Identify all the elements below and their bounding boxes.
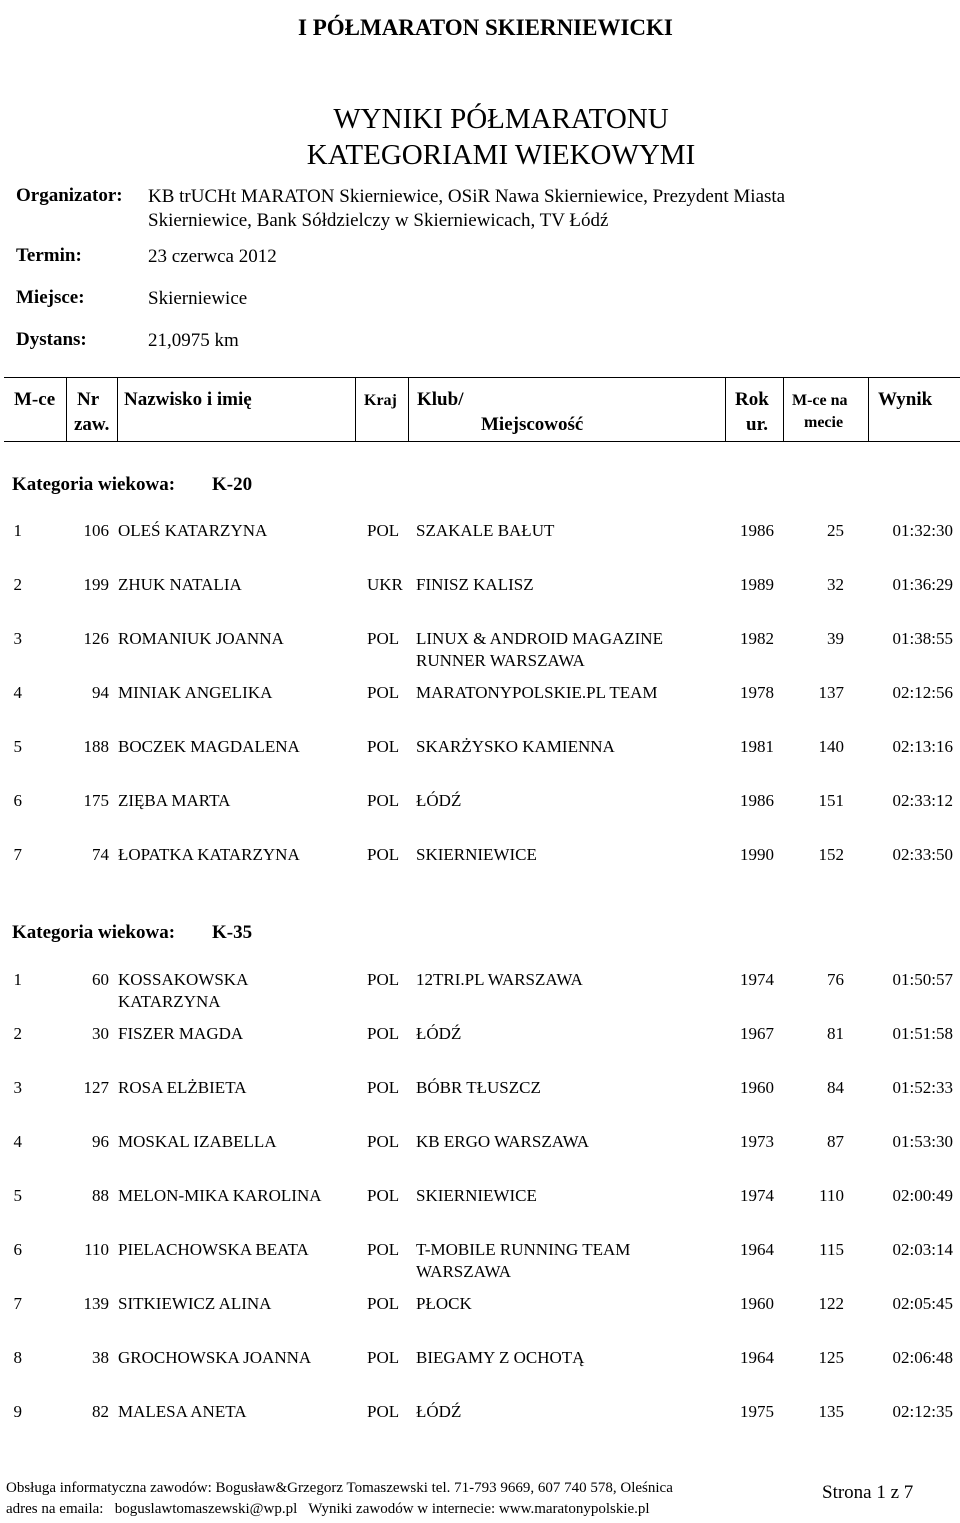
finish-place-cell: 76	[827, 970, 844, 989]
place-label: Miejsce:	[16, 287, 85, 308]
finish-place-cell: 110	[819, 1186, 844, 1205]
club-cell: SKIERNIEWICE	[416, 845, 537, 864]
name-cell: ZHUK NATALIA	[118, 575, 242, 594]
place-value: Skierniewice	[148, 288, 248, 309]
header-bottom-rule	[4, 441, 960, 442]
country-cell: POL	[367, 1186, 400, 1205]
birth-year-cell: 1986	[740, 791, 774, 810]
club-cell: SKIERNIEWICE	[416, 1186, 537, 1205]
birth-year-cell: 1990	[740, 845, 774, 864]
club-cell: BIEGAMY Z OCHOTĄ	[416, 1348, 585, 1367]
country-cell: POL	[367, 1078, 400, 1097]
header-divider	[868, 377, 869, 442]
place-cell: 4	[13, 683, 22, 702]
finish-place-cell: 81	[827, 1024, 844, 1043]
name-cell: PIELACHOWSKA BEATA	[118, 1240, 309, 1259]
category-code: K-35	[212, 922, 253, 943]
col-header-name: Nazwisko i imię	[124, 389, 252, 410]
birth-year-cell: 1974	[740, 1186, 774, 1205]
bib-cell: 110	[84, 1240, 109, 1259]
club-cell: MARATONYPOLSKIE.PL TEAM	[416, 683, 658, 702]
result-cell: 01:38:55	[892, 629, 953, 648]
finish-place-cell: 125	[818, 1348, 844, 1367]
place-cell: 2	[13, 575, 22, 594]
country-cell: POL	[367, 1240, 400, 1259]
results-title	[0, 101, 960, 173]
header-divider	[117, 377, 118, 442]
place-cell: 7	[13, 845, 22, 864]
category-label: Kategoria wiekowa:	[12, 474, 176, 495]
col-header-birth-1: Rok	[735, 389, 769, 410]
col-header-finish-1: M-ce na	[792, 392, 848, 409]
country-cell: POL	[367, 845, 400, 864]
place-cell: 4	[13, 1132, 22, 1151]
country-cell: POL	[367, 1024, 400, 1043]
finish-place-cell: 39	[827, 629, 844, 648]
place-cell: 6	[13, 791, 22, 810]
footer-line-2: adres na emaila: boguslawtomaszewski@wp.pl Wyniki zawodów w internecie: www.maratonypolskie.pl	[6, 1501, 650, 1517]
place-cell: 2	[13, 1024, 22, 1043]
col-header-bib-2: zaw.	[74, 414, 110, 435]
finish-place-cell: 122	[818, 1294, 844, 1313]
club-cell: ŁÓDŹ	[416, 791, 462, 810]
finish-place-cell: 32	[827, 575, 844, 594]
result-cell: 01:32:30	[892, 521, 953, 540]
bib-cell: 38	[92, 1348, 109, 1367]
name-cell: ROMANIUK JOANNA	[118, 629, 284, 648]
bib-cell: 126	[83, 629, 109, 648]
birth-year-cell: 1974	[740, 970, 774, 989]
category-heading	[12, 922, 252, 944]
name-cell: BOCZEK MAGDALENA	[118, 737, 300, 756]
name-cell: ŁOPATKA KATARZYNA	[118, 845, 300, 864]
category-code: K-20	[212, 474, 253, 495]
finish-place-cell: 25	[827, 521, 844, 540]
name-cell: OLEŚ KATARZYNA	[118, 521, 268, 540]
country-cell: POL	[367, 1294, 400, 1313]
finish-place-cell: 135	[818, 1402, 844, 1421]
col-header-country: Kraj	[364, 392, 397, 409]
place-cell: 9	[13, 1402, 22, 1421]
club-cell: PŁOCK	[416, 1294, 472, 1313]
name-cell: FISZER MAGDA	[118, 1024, 244, 1043]
finish-place-cell: 87	[827, 1132, 844, 1151]
result-cell: 02:00:49	[892, 1186, 953, 1205]
finish-place-cell: 137	[818, 683, 844, 702]
bib-cell: 175	[83, 791, 109, 810]
birth-year-cell: 1981	[740, 737, 774, 756]
name-cell: MELON-MIKA KAROLINA	[118, 1186, 322, 1205]
result-cell: 02:33:50	[892, 845, 953, 864]
result-cell: 01:36:29	[892, 575, 953, 594]
club-cell: BÓBR TŁUSZCZ	[416, 1078, 541, 1097]
date-value: 23 czerwca 2012	[148, 246, 277, 267]
bib-cell: 127	[83, 1078, 109, 1097]
header-divider	[408, 377, 409, 442]
club-cell: FINISZ KALISZ	[416, 575, 534, 594]
category-heading	[12, 474, 252, 496]
footer-line-1: Obsługa informatyczna zawodów: Bogusław&Grzegorz Tomaszewski tel. 71-793 9669, 607 740 578, Oleśnica	[6, 1480, 673, 1496]
col-header-bib-1: Nr	[77, 389, 100, 410]
bib-cell: 88	[92, 1186, 109, 1205]
birth-year-cell: 1960	[740, 1294, 774, 1313]
event-title: I PÓŁMARATON SKIERNIEWICKI	[298, 15, 673, 40]
finish-place-cell: 140	[818, 737, 844, 756]
birth-year-cell: 1978	[740, 683, 774, 702]
club-cell: LINUX & ANDROID MAGAZINE RUNNER WARSZAWA	[416, 629, 663, 670]
club-cell: ŁÓDŹ	[416, 1402, 462, 1421]
result-cell: 02:03:14	[892, 1240, 953, 1259]
place-cell: 5	[13, 737, 22, 756]
result-cell: 02:06:48	[892, 1348, 953, 1367]
result-cell: 01:52:33	[892, 1078, 953, 1097]
col-header-place: M-ce	[14, 389, 56, 410]
bib-cell: 96	[92, 1132, 109, 1151]
country-cell: POL	[367, 1132, 400, 1151]
name-cell: KOSSAKOWSKA KATARZYNA	[118, 970, 248, 1011]
birth-year-cell: 1964	[740, 1348, 774, 1367]
country-cell: POL	[367, 1348, 400, 1367]
birth-year-cell: 1964	[740, 1240, 774, 1259]
result-cell: 01:50:57	[892, 970, 953, 989]
place-cell: 7	[13, 1294, 22, 1313]
club-cell: ŁÓDŹ	[416, 1024, 462, 1043]
name-cell: MOSKAL IZABELLA	[118, 1132, 277, 1151]
birth-year-cell: 1973	[740, 1132, 774, 1151]
finish-place-cell: 115	[819, 1240, 844, 1259]
bib-cell: 199	[83, 575, 109, 594]
country-cell: POL	[367, 683, 400, 702]
result-cell: 02:05:45	[892, 1294, 953, 1313]
place-cell: 8	[13, 1348, 22, 1367]
category-label: Kategoria wiekowa:	[12, 922, 176, 943]
bib-cell: 188	[83, 737, 109, 756]
name-cell: ZIĘBA MARTA	[118, 791, 231, 810]
birth-year-cell: 1960	[740, 1078, 774, 1097]
place-cell: 1	[13, 970, 22, 989]
name-cell: GROCHOWSKA JOANNA	[118, 1348, 312, 1367]
result-cell: 02:12:56	[892, 683, 953, 702]
organizer-line-2: Skierniewice, Bank Sółdzielczy w Skierniewicach, TV Łódź	[148, 210, 609, 231]
club-cell: SKARŻYSKO KAMIENNA	[416, 737, 615, 756]
name-cell: SITKIEWICZ ALINA	[118, 1294, 272, 1313]
finish-place-cell: 84	[827, 1078, 844, 1097]
bib-cell: 74	[92, 845, 109, 864]
name-cell: MALESA ANETA	[118, 1402, 247, 1421]
finish-place-cell: 152	[818, 845, 844, 864]
bib-cell: 139	[83, 1294, 109, 1313]
header-divider	[66, 377, 67, 442]
header-divider	[725, 377, 726, 442]
place-cell: 3	[13, 1078, 22, 1097]
bib-cell: 60	[92, 970, 109, 989]
finish-place-cell: 151	[818, 791, 844, 810]
club-cell: T-MOBILE RUNNING TEAM WARSZAWA	[416, 1240, 631, 1281]
birth-year-cell: 1989	[740, 575, 774, 594]
result-cell: 02:13:16	[892, 737, 953, 756]
col-header-finish-2: mecie	[804, 414, 844, 431]
bib-cell: 30	[92, 1024, 109, 1043]
header-top-rule	[4, 377, 960, 378]
name-cell: MINIAK ANGELIKA	[118, 683, 273, 702]
header-divider	[783, 377, 784, 442]
col-header-club-2: Miejscowość	[481, 414, 584, 435]
birth-year-cell: 1967	[740, 1024, 774, 1043]
country-cell: POL	[367, 1402, 400, 1421]
page-number: Strona 1 z 7	[822, 1482, 914, 1503]
result-cell: 01:51:58	[892, 1024, 953, 1043]
result-cell: 02:33:12	[892, 791, 953, 810]
result-cell: 02:12:35	[892, 1402, 953, 1421]
bib-cell: 106	[83, 521, 109, 540]
country-cell: UKR	[367, 575, 403, 594]
col-header-club-1: Klub/	[417, 389, 464, 410]
distance-label: Dystans:	[16, 329, 87, 350]
bib-cell: 94	[92, 683, 109, 702]
organizer-label: Organizator:	[16, 185, 123, 206]
birth-year-cell: 1986	[740, 521, 774, 540]
date-label: Termin:	[16, 245, 82, 266]
club-cell: 12TRI.PL WARSZAWA	[416, 970, 583, 989]
place-cell: 5	[13, 1186, 22, 1205]
results-title-line-1: WYNIKI PÓŁMARATONU	[333, 103, 669, 135]
place-cell: 1	[13, 521, 22, 540]
country-cell: POL	[367, 791, 400, 810]
birth-year-cell: 1975	[740, 1402, 774, 1421]
name-cell: ROSA ELŻBIETA	[118, 1078, 247, 1097]
distance-value: 21,0975 km	[148, 330, 239, 351]
col-header-birth-2: ur.	[746, 414, 769, 435]
bib-cell: 82	[92, 1402, 109, 1421]
country-cell: POL	[367, 521, 400, 540]
country-cell: POL	[367, 737, 400, 756]
birth-year-cell: 1982	[740, 629, 774, 648]
organizer-line-1: KB trUCHt MARATON Skierniewice, OSiR Nawa Skierniewice, Prezydent Miasta	[148, 186, 786, 207]
club-cell: KB ERGO WARSZAWA	[416, 1132, 590, 1151]
place-cell: 3	[13, 629, 22, 648]
place-cell: 6	[13, 1240, 22, 1259]
col-header-result: Wynik	[878, 389, 933, 410]
header-divider	[355, 377, 356, 442]
country-cell: POL	[367, 629, 400, 648]
result-cell: 01:53:30	[892, 1132, 953, 1151]
results-title-line-2: KATEGORIAMI WIEKOWYMI	[306, 139, 696, 171]
club-cell: SZAKALE BAŁUT	[416, 521, 555, 540]
country-cell: POL	[367, 970, 400, 989]
